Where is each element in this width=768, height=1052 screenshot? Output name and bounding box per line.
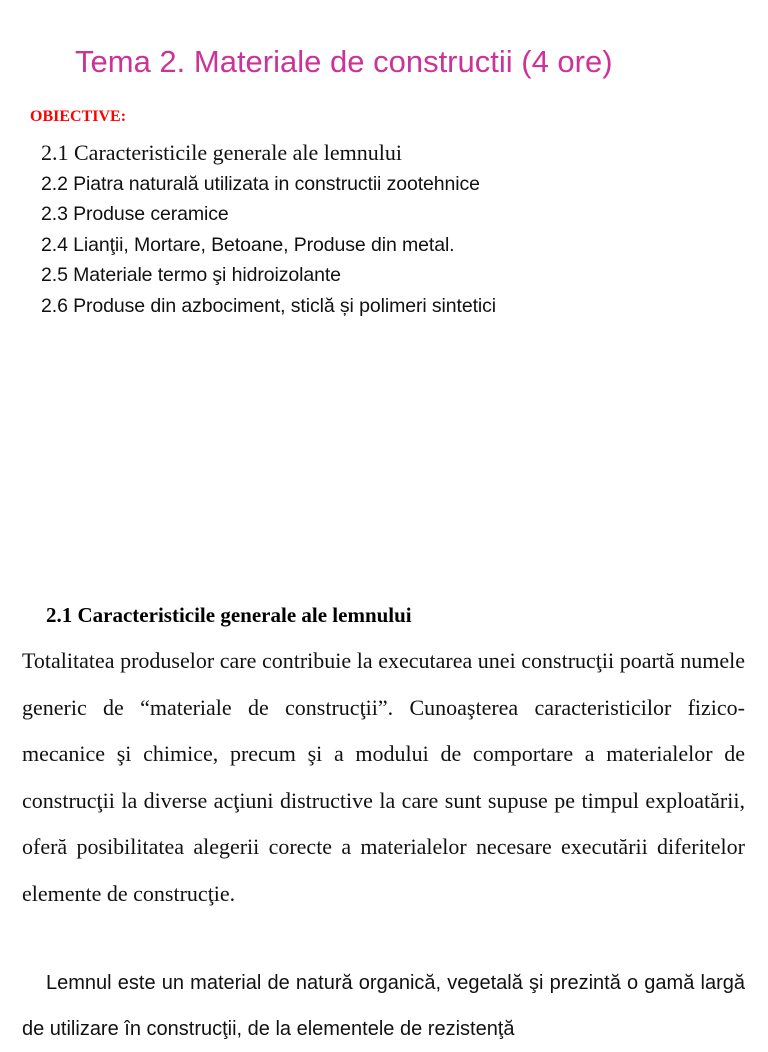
body-paragraph: Totalitatea produselor care contribuie la executarea unei construcţii poartă numele generic de “materiale de construcţii”. Cunoaşterea caracteristicilor fizico-mecanice şi chimice, precum şi a modului de comportare a materialelor de construcţii la diverse acţiuni distructive la care sunt supuse pe timpul exploatării, oferă posibilitatea alegerii corecte a materialelor necesare executării diferitelor elemente de construcţie. [22,648,745,906]
objective-item: 2.2 Piatra naturală utilizata in constructii zootehnice [41,172,480,195]
objective-item: 2.5 Materiale termo şi hidroizolante [41,264,341,287]
objective-item: 2.6 Produse din azbociment, sticlă și polimeri sintetici [41,294,497,317]
objective-item: 2.1 Caracteristicile generale ale lemnului [41,140,403,165]
objective-item: 2.3 Produse ceramice [41,203,229,226]
body-paragraph: Lemnul este un material de natură organică, vegetală şi prezintă o gamă largă de utilizare în construcţii, de la elementele de rezistenţă [22,972,745,1040]
objectives-list [41,138,496,322]
page-title: Tema 2. Materiale de constructii (4 ore) [75,44,613,79]
section-heading: 2.1 Caracteristicile generale ale lemnului [46,603,412,627]
objective-item: 2.4 Lianţii, Mortare, Betoane, Produse din metal. [41,233,455,256]
objectives-label: OBIECTIVE: [30,108,127,125]
